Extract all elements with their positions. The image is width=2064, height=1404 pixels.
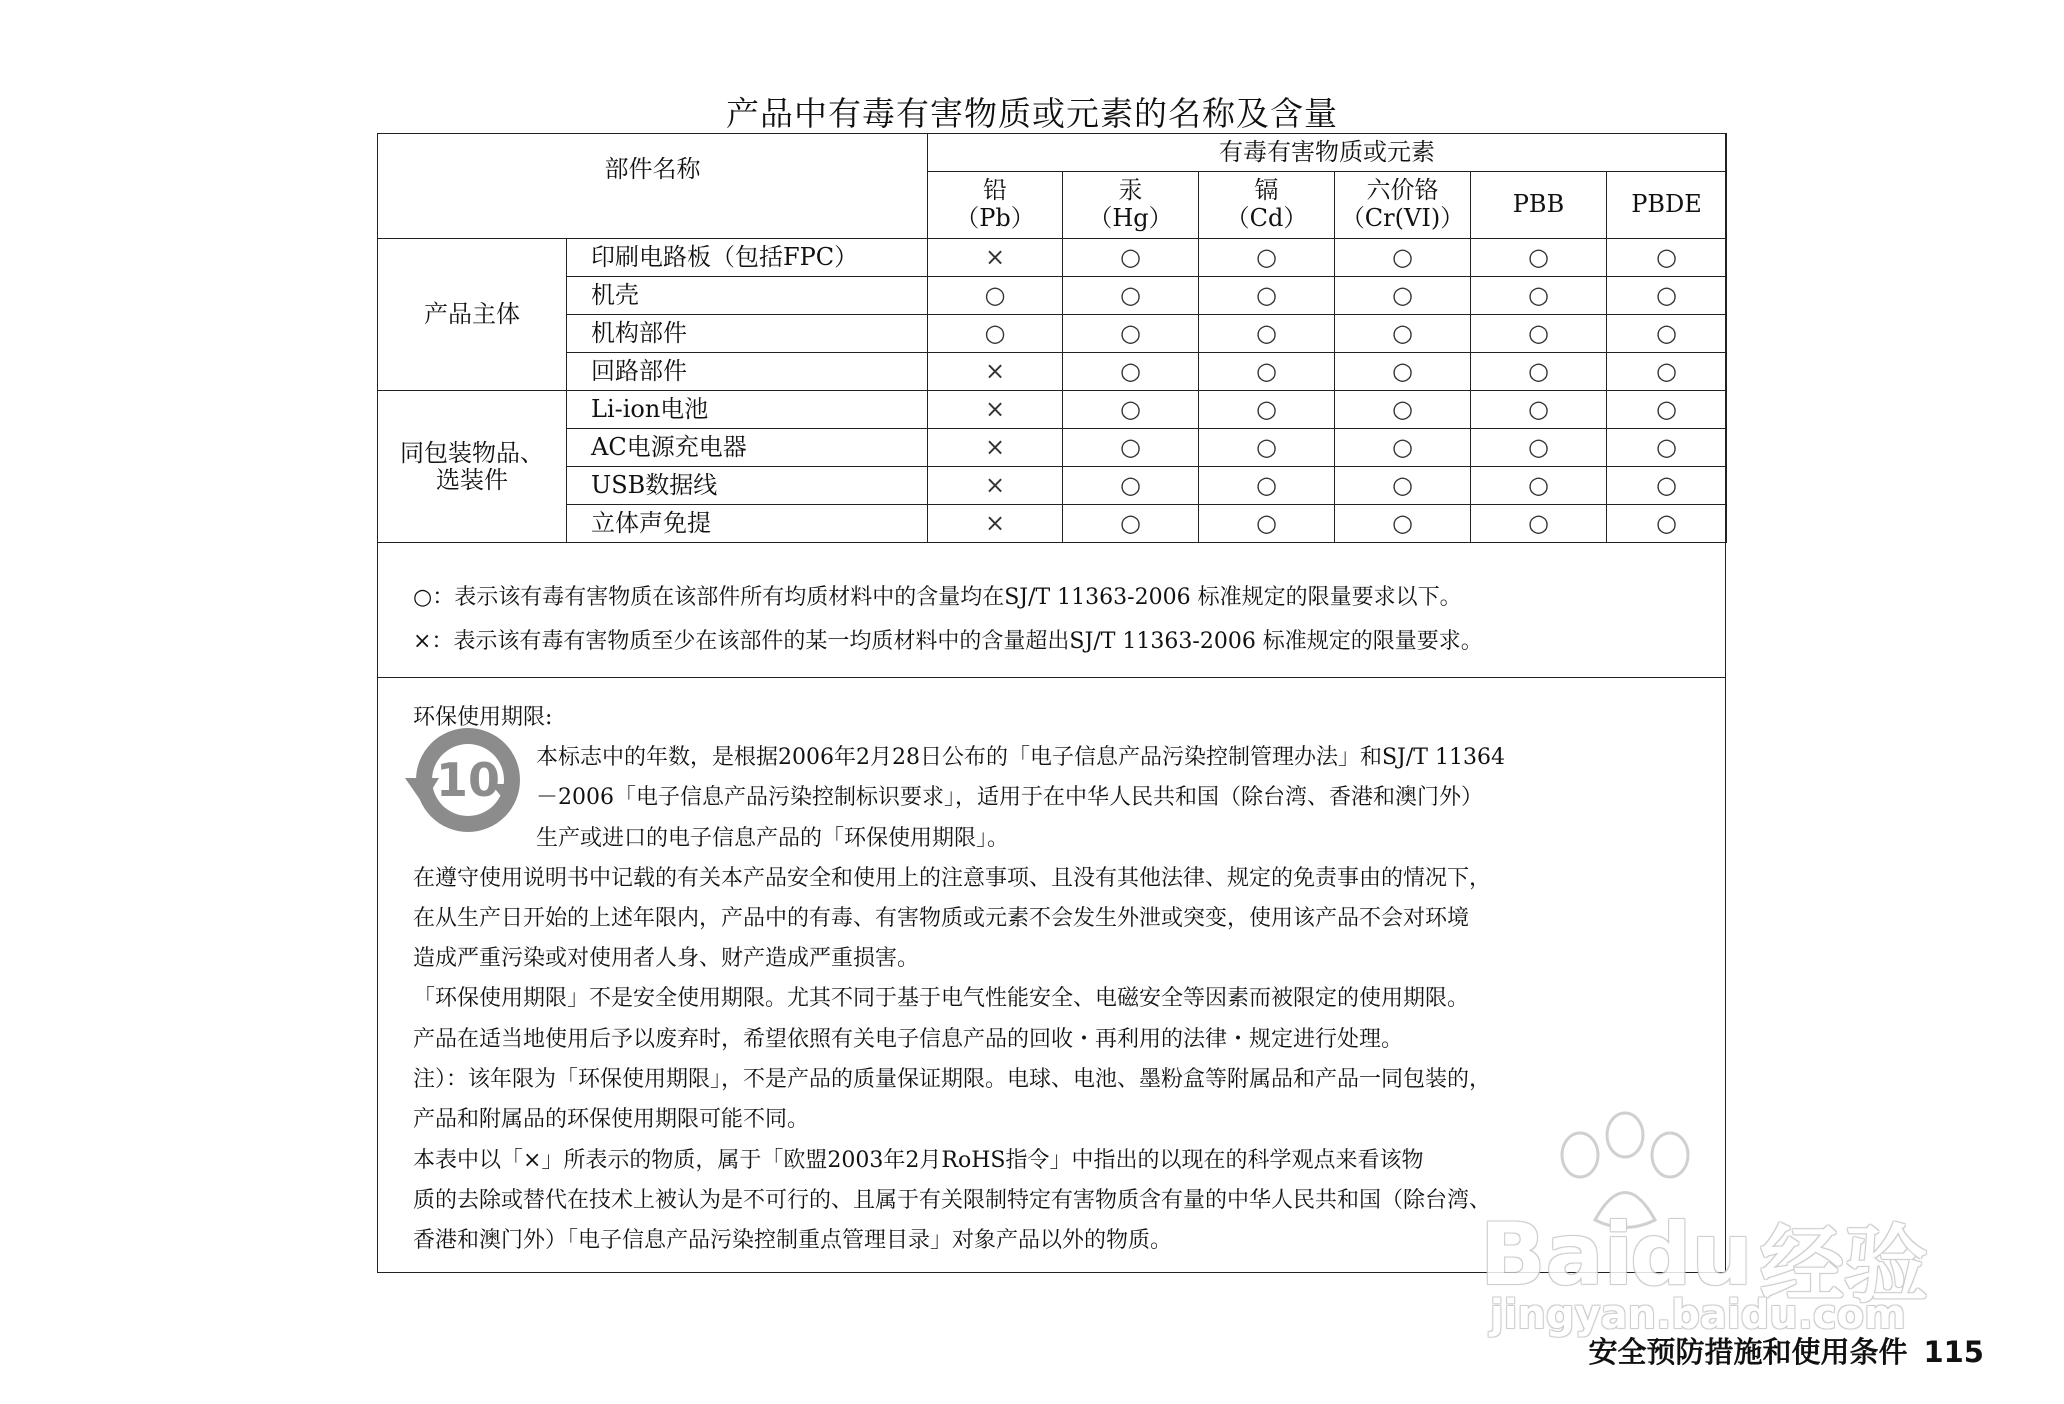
substance-value: × (928, 505, 1063, 543)
part-name: 机构部件 (567, 315, 928, 353)
substance-value: ○ (1471, 391, 1607, 429)
substance-value: ○ (1063, 353, 1199, 391)
substance-value: ○ (1063, 467, 1199, 505)
legend-circle: ○：表示该有毒有害物质在该部件所有均质材料中的含量均在SJ/T 11363-2006 标准规定的限量要求以下。 (413, 585, 1462, 610)
column-header (928, 172, 1063, 239)
notes-heading: 环保使用期限: (413, 705, 553, 730)
note-line: 在遵守使用说明书中记载的有关本产品安全和使用上的注意事项、且没有其他法律、规定的免责事由的情况下， (413, 866, 1492, 891)
hazardous-substances-table (377, 133, 1727, 543)
substance-value: × (928, 429, 1063, 467)
part-name: Li-ion电池 (567, 391, 928, 429)
column-header-symbol: （Cd） (1225, 204, 1308, 232)
substance-value: ○ (1199, 429, 1335, 467)
watermark-brand-cn: 经验 (1760, 1216, 1929, 1314)
logo-text-line: 生产或进口的电子信息产品的「环保使用期限」。 (536, 826, 1010, 851)
page-title: 产品中有毒有害物质或元素的名称及含量 (726, 94, 1338, 133)
substance-value: ○ (1607, 391, 1727, 429)
substance-value: ○ (1335, 239, 1471, 277)
part-name: 机壳 (567, 277, 928, 315)
substance-value: ○ (1335, 353, 1471, 391)
note-line: 「环保使用期限」不是安全使用期限。尤其不同于基于电气性能安全、电磁安全等因素而被限定的使用期限。 (413, 986, 1470, 1011)
substance-value: × (928, 467, 1063, 505)
note-line: 产品和附属品的环保使用期限可能不同。 (413, 1107, 810, 1132)
column-header-name: 汞 (1118, 176, 1143, 205)
part-name: USB数据线 (567, 467, 928, 505)
logo-number: 10 (435, 753, 501, 807)
substance-value: ○ (1335, 391, 1471, 429)
table-row (378, 239, 1727, 277)
note-line: 香港和澳门外）「电子信息产品污染控制重点管理目录」对象产品以外的物质。 (413, 1228, 1173, 1253)
substance-value: ○ (1471, 505, 1607, 543)
substance-value: ○ (928, 277, 1063, 315)
substance-value: × (928, 353, 1063, 391)
substance-value: ○ (1607, 353, 1727, 391)
footer-section-title: 安全预防措施和使用条件 (1588, 1335, 1908, 1369)
legend (377, 545, 1726, 678)
substance-value: × (928, 239, 1063, 277)
column-header-name: PBDE (1631, 190, 1702, 219)
substance-value: ○ (1063, 505, 1199, 543)
column-header-name: PBB (1512, 190, 1565, 219)
column-header-symbol: （Pb） (955, 204, 1035, 232)
note-line: 造成严重污染或对使用者人身、财产造成严重损害。 (413, 946, 920, 971)
table-row (378, 391, 1727, 429)
substance-value: ○ (1607, 467, 1727, 505)
part-name: 立体声免提 (567, 505, 928, 543)
substance-value: ○ (1199, 353, 1335, 391)
substance-value: ○ (1063, 239, 1199, 277)
substance-value: ○ (1607, 429, 1727, 467)
column-header (1063, 172, 1199, 239)
legend-cross: ×：表示该有毒有害物质至少在该部件的某一均质材料中的含量超出SJ/T 11363-2006 标准规定的限量要求。 (413, 629, 1483, 654)
substance-value: ○ (1471, 315, 1607, 353)
substance-value: ○ (1063, 391, 1199, 429)
page-footer (1572, 1330, 1984, 1371)
group-label: 产品主体 (378, 239, 567, 391)
substance-value: ○ (1607, 239, 1727, 277)
substance-value: ○ (1199, 467, 1335, 505)
substance-value: × (928, 391, 1063, 429)
column-header-symbol: （Hg） (1088, 204, 1173, 232)
page-number: 115 (1923, 1335, 1984, 1369)
substance-value: ○ (1607, 315, 1727, 353)
watermark-brand-du: du (1630, 1205, 1753, 1305)
logo-text-line: 本标志中的年数，是根据2006年2月28日公布的「电子信息产品污染控制管理办法」和SJ/T 11364 (536, 745, 1505, 770)
column-header-name: 铅 (983, 176, 1007, 205)
substance-value: ○ (1335, 505, 1471, 543)
substance-value: ○ (1607, 277, 1727, 315)
baidu-jingyan-watermark (1460, 1110, 2060, 1340)
substance-value: ○ (928, 315, 1063, 353)
logo-text-line: －2006「电子信息产品污染控制标识要求」，适用于在中华人民共和国（除台湾、香港和澳门外） (536, 785, 1483, 810)
table-row (378, 353, 1727, 391)
note-line: 本表中以「×」所表示的物质，属于「欧盟2003年2月RoHS指令」中指出的以现在的科学观点来看该物 (413, 1148, 1424, 1173)
substances-header: 有毒有害物质或元素 (928, 134, 1727, 172)
substance-value: ○ (1199, 239, 1335, 277)
group-label: 同包装物品、 选装件 (378, 391, 567, 543)
table-row (378, 467, 1727, 505)
part-name: 印刷电路板（包括FPC） (567, 239, 928, 277)
column-header (1607, 172, 1727, 239)
part-name: 回路部件 (567, 353, 928, 391)
table-row (378, 429, 1727, 467)
substance-value: ○ (1335, 315, 1471, 353)
table-row (378, 277, 1727, 315)
note-line: 产品在适当地使用后予以废弃时，希望依照有关电子信息产品的回收・再利用的法律・规定进行处理。 (413, 1027, 1404, 1052)
substance-value: ○ (1471, 353, 1607, 391)
table-row (378, 315, 1727, 353)
column-header (1335, 172, 1471, 239)
watermark-brand-latin: Bai (1480, 1205, 1634, 1305)
substance-value: ○ (1471, 277, 1607, 315)
substance-value: ○ (1335, 467, 1471, 505)
watermark-url: jingyan.baidu.com (1490, 1292, 1906, 1338)
substance-value: ○ (1063, 429, 1199, 467)
substance-value: ○ (1199, 505, 1335, 543)
column-header-symbol: （Cr(VI)） (1340, 204, 1465, 232)
part-name: AC电源充电器 (567, 429, 928, 467)
substance-value: ○ (1199, 277, 1335, 315)
environmental-protection-period-logo (405, 722, 531, 842)
note-line: 在从生产日开始的上述年限内，产品中的有毒、有害物质或元素不会发生外泄或突变，使用该产品不会对环境 (413, 906, 1470, 931)
substance-value: ○ (1335, 429, 1471, 467)
substance-value: ○ (1063, 315, 1199, 353)
column-header-name: 镉 (1254, 176, 1279, 205)
table-body (378, 239, 1727, 543)
column-header-name: 六价铬 (1366, 176, 1439, 205)
substance-value: ○ (1199, 315, 1335, 353)
substance-value: ○ (1607, 505, 1727, 543)
part-name-header: 部件名称 (378, 134, 928, 239)
substance-value: ○ (1063, 277, 1199, 315)
substance-value: ○ (1471, 239, 1607, 277)
table-row (378, 505, 1727, 543)
substance-value: ○ (1471, 467, 1607, 505)
substance-value: ○ (1335, 277, 1471, 315)
substance-value: ○ (1471, 429, 1607, 467)
note-line: 质的去除或替代在技术上被认为是不可行的、且属于有关限制特定有害物质含有量的中华人民共和国（除台湾、 (413, 1188, 1492, 1213)
substance-value: ○ (1199, 391, 1335, 429)
column-header (1199, 172, 1335, 239)
column-header (1471, 172, 1607, 239)
note-line: 注）：该年限为「环保使用期限」，不是产品的质量保证期限。电球、电池、墨粉盒等附属品和产品一同包装的， (413, 1067, 1492, 1092)
